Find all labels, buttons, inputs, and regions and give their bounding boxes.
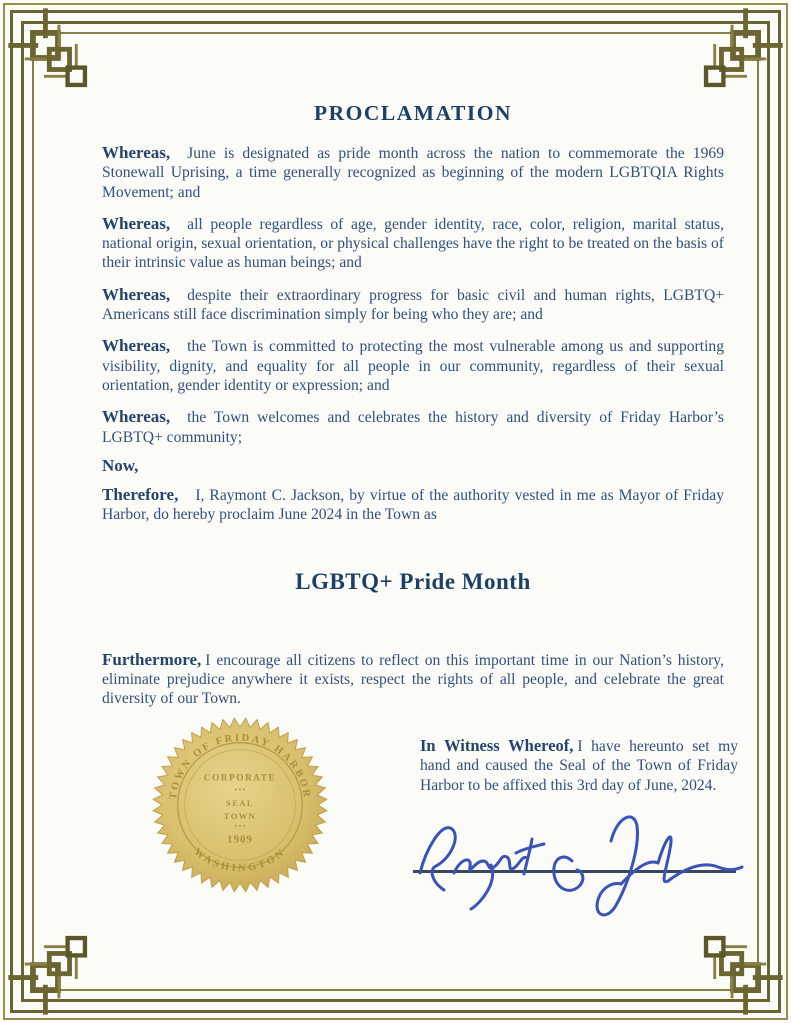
witness-text: I have hereunto set my hand and caused the Seal of the Town of Friday Harbor to be affixed this 3rd day of June, 2024. — [420, 738, 739, 794]
whereas-clause-5 — [102, 407, 724, 447]
whereas-clause-4 — [102, 336, 724, 395]
therefore-lead: Therefore, — [102, 485, 179, 505]
therefore-clause — [102, 485, 724, 525]
whereas-lead: Whereas, — [102, 336, 171, 356]
whereas-text: the Town is committed to protecting the most vulnerable among us and supporting visibility, dignity, and equality for all people in our community, regardless of their sexual orientation, gender identity or expression; and — [102, 338, 724, 394]
whereas-clause-2 — [102, 214, 724, 273]
whereas-text: June is designated as pride month across the nation to commemorate the 1969 Stonewall Uprising, a time generally recognized as beginning of the modern LGBTQIA Rights Movement; and — [102, 145, 724, 201]
corner-knot-bottom-right — [681, 913, 787, 1019]
seal-center-line-5: • • • — [234, 823, 246, 831]
mayor-signature — [406, 797, 748, 925]
seal-ring-bottom-text: WASHINGTON — [191, 846, 289, 875]
declaration-title: LGBTQ+ Pride Month — [295, 568, 531, 594]
whereas-text: despite their extraordinary progress for basic civil and human rights, LGBTQ+ Americans still face discrimination simply for being who they are; and — [102, 286, 724, 324]
whereas-lead: Whereas, — [102, 213, 171, 233]
corner-knot-top-left — [4, 4, 110, 110]
therefore-text: I, Raymont C. Jackson, by virtue of the authority vested in me as Mayor of Friday Harbor, do hereby proclaim June 2024 in the Town as — [102, 487, 724, 524]
whereas-text: the Town welcomes and celebrates the history and diversity of Friday Harbor’s LGBTQ+ community; — [102, 409, 724, 446]
whereas-clause-1 — [102, 143, 724, 202]
now-clause — [102, 456, 724, 476]
page-title: PROCLAMATION — [314, 101, 512, 125]
town-seal — [151, 716, 329, 894]
seal-ring-top-text: TOWN OF FRIDAY HARBOR — [167, 732, 313, 801]
furthermore-clause — [102, 650, 724, 709]
seal-center-line-3: SEAL — [226, 798, 254, 808]
witness-block — [420, 736, 738, 795]
whereas-clause-3 — [102, 285, 724, 325]
seal-center-line-2: • • • — [234, 787, 246, 795]
seal-center-line-4: TOWN — [223, 811, 257, 821]
whereas-lead: Whereas, — [102, 143, 171, 162]
furthermore-text: I encourage all citizens to reflect on this important time in our Nation’s history, eliminate prejudice anywhere it exists, respect the rights of all people, and celebrate the great diversity of our Town. — [102, 651, 724, 708]
proclamation-body — [102, 100, 724, 721]
whereas-text: all people regardless of age, gender identity, race, color, religion, marital status, national origin, sexual orientation, or physical challenges have the right to be treated on the basis of their intrinsic value as human beings; and — [102, 215, 724, 272]
seal-center-line-6: 1909 — [227, 833, 253, 846]
now-lead: Now, — [102, 455, 139, 475]
whereas-lead: Whereas, — [102, 284, 171, 304]
corner-knot-bottom-left — [4, 913, 110, 1019]
whereas-lead: Whereas, — [102, 407, 171, 427]
seal-center-line-1: CORPORATE — [203, 773, 277, 784]
corner-knot-top-right — [681, 4, 787, 110]
furthermore-lead: Furthermore, — [102, 649, 202, 669]
witness-lead: In Witness Whereof, — [420, 736, 574, 755]
